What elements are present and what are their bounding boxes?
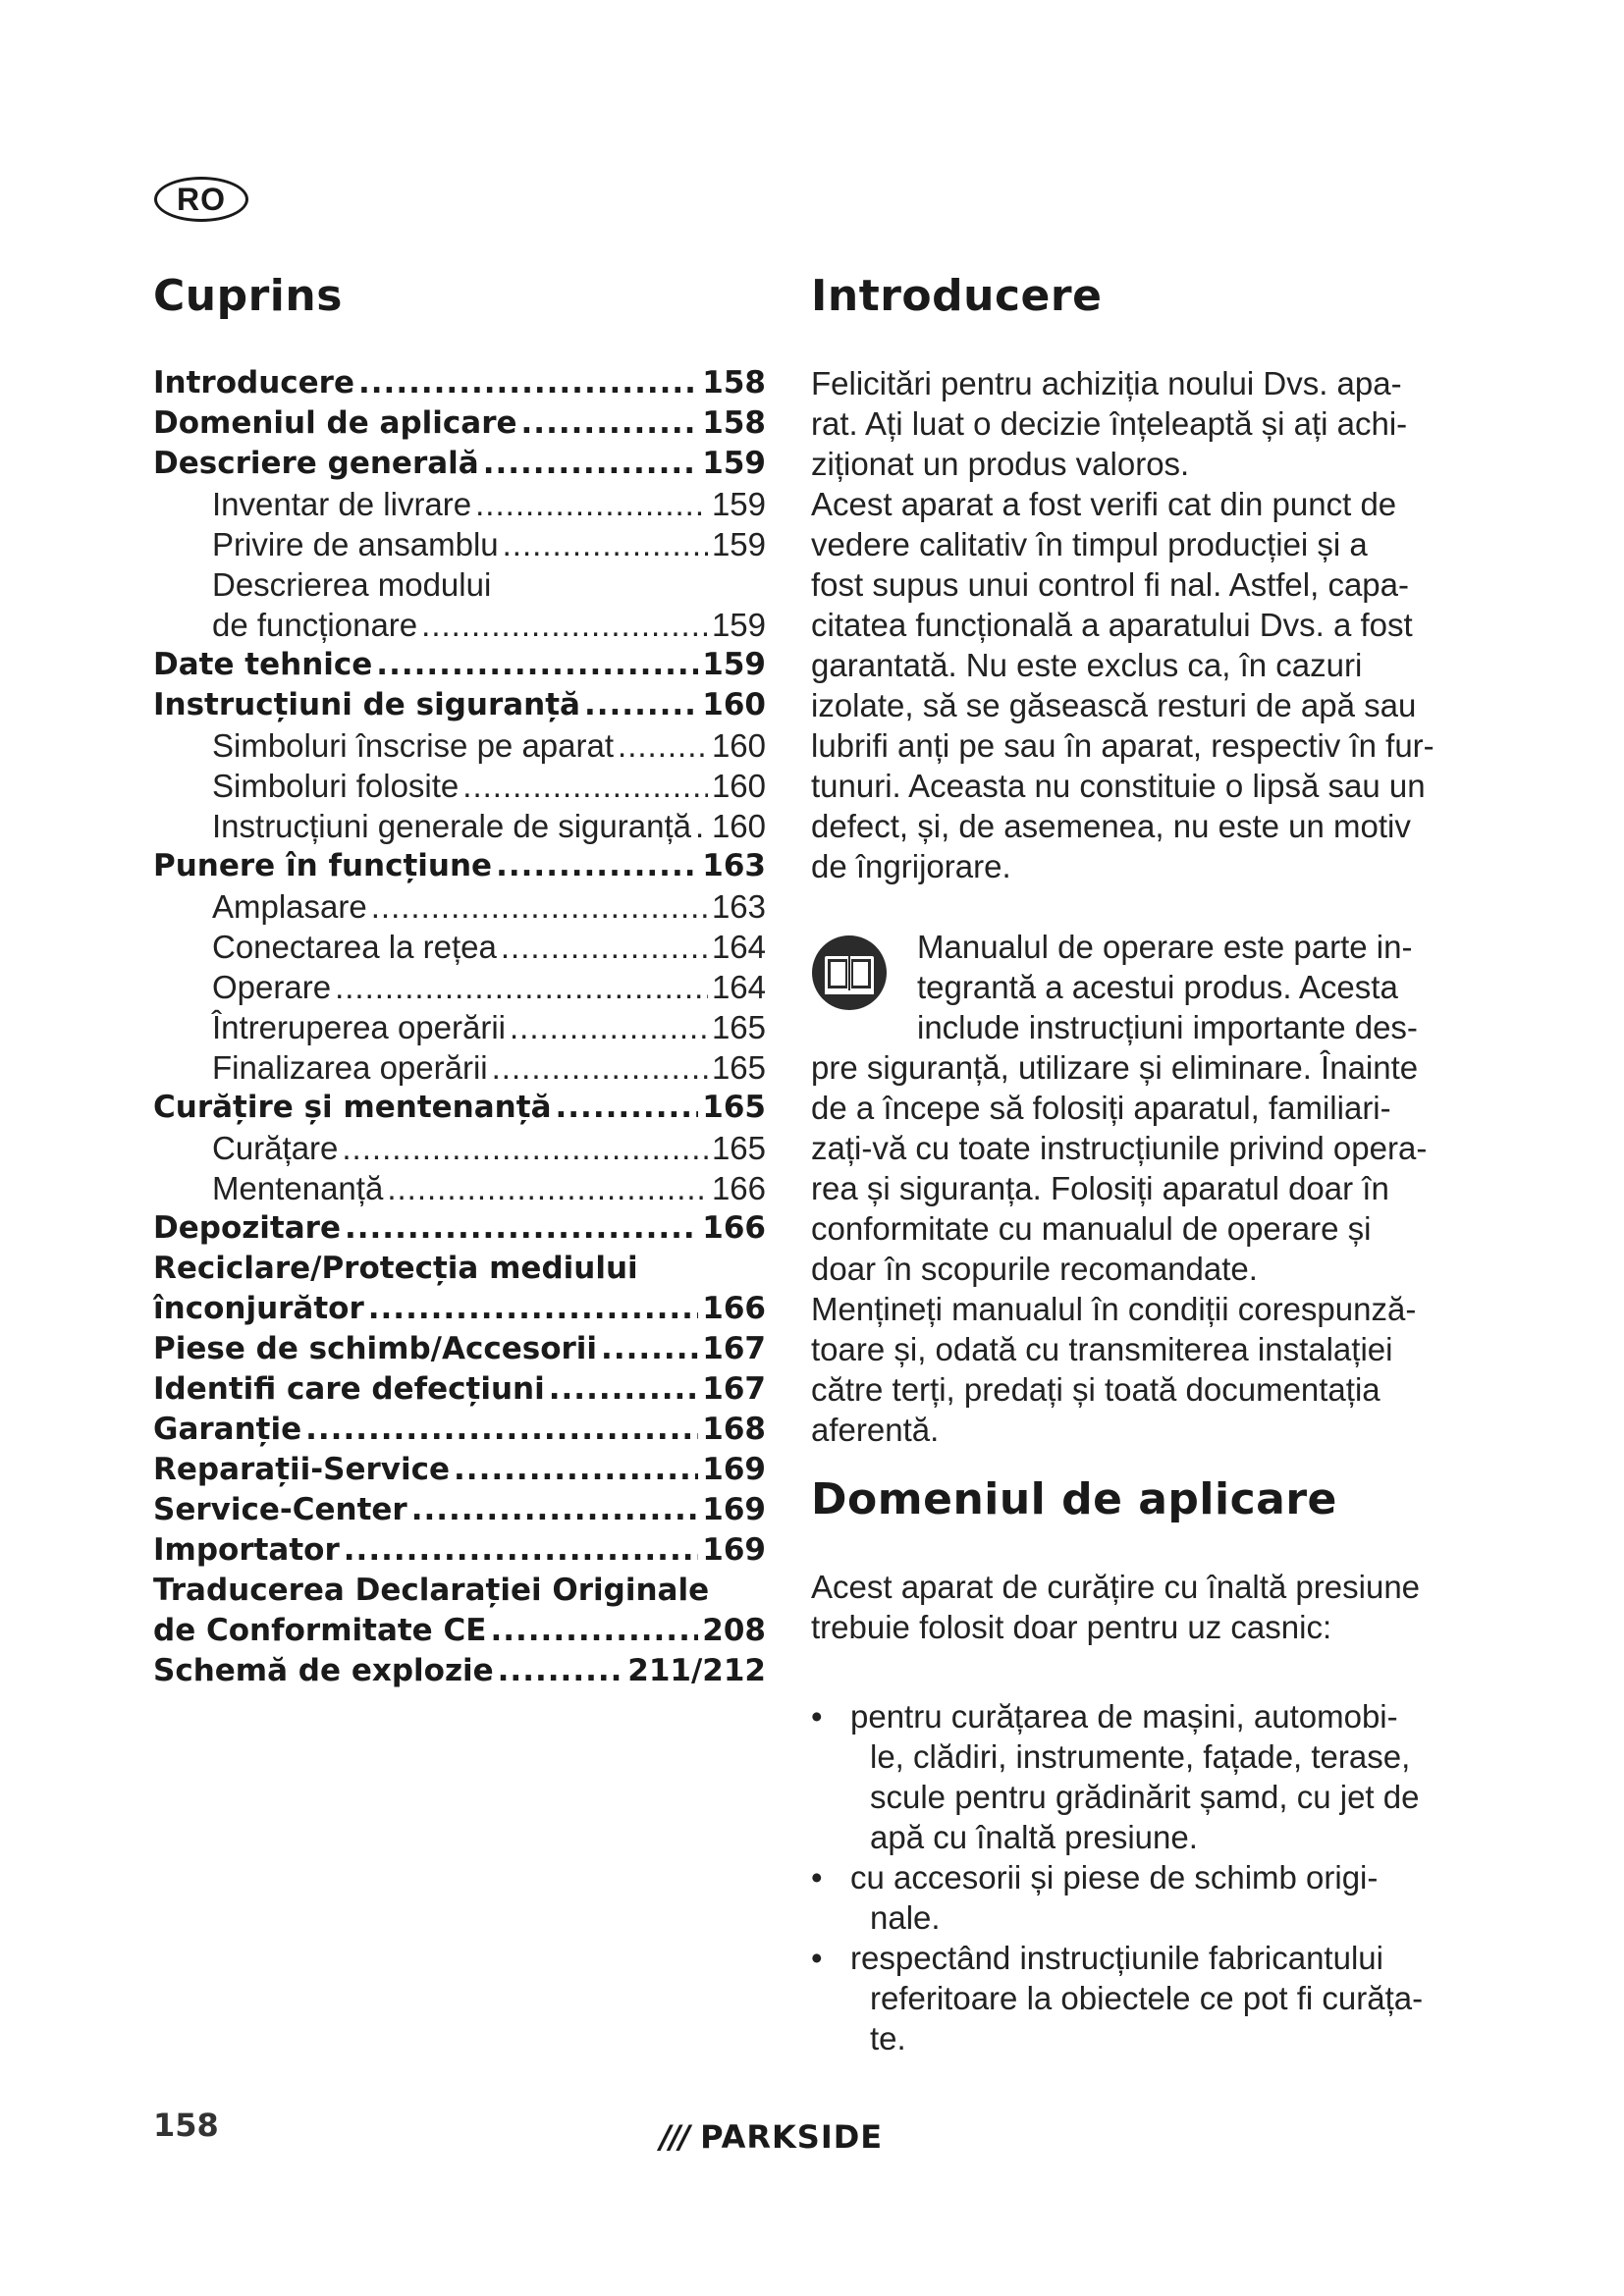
toc-entry [153, 484, 766, 524]
text-line: garantată. Nu este exclus ca, în cazuri [811, 647, 1363, 683]
toc-entry [153, 766, 766, 806]
toc-entry-page: 165 [711, 1009, 766, 1045]
bullet-item [811, 1938, 1439, 2058]
text-line: trebuie folosit doar pentru uz casnic: [811, 1609, 1332, 1645]
text-line: zați-vă cu toate instrucțiunile privind opera- [811, 1130, 1428, 1166]
toc-entry [153, 363, 766, 403]
toc-dot-leader [344, 1530, 699, 1571]
toc-entry-title: Privire de ansamblu [212, 526, 499, 562]
toc-entry [153, 403, 766, 444]
toc-dot-leader [454, 1450, 698, 1490]
toc-entry-page: 158 [702, 365, 766, 400]
toc-entry-page: 163 [711, 888, 766, 925]
toc-entry [153, 524, 766, 564]
introduction-paragraph-2-top [917, 927, 1447, 1047]
toc-entry [153, 1289, 766, 1329]
bullet-line: respectând instrucțiunile fabricantului [850, 1940, 1383, 1976]
toc-dot-leader [421, 605, 708, 645]
toc-entry-title: Reparații-Service [153, 1452, 451, 1487]
text-line: vedere calitativ în timpul producției și a [811, 526, 1368, 562]
text-line: izolate, să se găsească resturi de apă sau [811, 687, 1417, 723]
bullet-line: le, clădiri, instrumente, fațade, terase, [870, 1738, 1411, 1775]
bullet-line: apă cu înaltă presiune. [870, 1819, 1198, 1855]
toc-entry-title: Piese de schimb/Accesorii [153, 1331, 598, 1366]
language-badge: RO [154, 177, 248, 222]
toc-entry [153, 1168, 766, 1208]
introduction-paragraph-2-rest [811, 1047, 1439, 1450]
toc-entry-page: 211/212 [627, 1653, 766, 1688]
toc-entry [153, 806, 766, 846]
text-line: lubrifi anți pe sau în aparat, respectiv în fur- [811, 727, 1435, 764]
toc-entry-title: Instrucțiuni generale de siguranță [212, 808, 691, 844]
text-line: tegrantă a acestui produs. Acesta [917, 969, 1398, 1005]
introduction-heading: Introducere [811, 271, 1103, 321]
toc-entry-page: 166 [711, 1170, 766, 1206]
toc-dot-leader [498, 1651, 624, 1691]
toc-entry-title: Curățare [212, 1130, 339, 1166]
toc-entry [153, 1530, 766, 1571]
toc-dot-leader [345, 1208, 698, 1249]
toc-entry [153, 1410, 766, 1450]
toc-entry [153, 685, 766, 725]
toc-dot-leader [376, 645, 698, 685]
text-line: fost supus unui control fi nal. Astfel, capa- [811, 566, 1410, 603]
toc-dot-leader [371, 886, 708, 927]
toc-entry [153, 967, 766, 1007]
bullet-line: te. [870, 2020, 906, 2056]
toc-entry [153, 1369, 766, 1410]
toc-entry [153, 1651, 766, 1691]
toc-entry-title: Service-Center [153, 1492, 407, 1527]
toc-entry [153, 1611, 766, 1651]
text-line: de a începe să folosiți aparatul, familiari- [811, 1090, 1391, 1126]
toc-dot-leader [618, 725, 708, 766]
toc-dot-leader [335, 967, 708, 1007]
text-line: tunuri. Aceasta nu constituie o lipsă sau un [811, 768, 1426, 804]
toc-entry [153, 1047, 766, 1088]
text-line: defect, și, de asemenea, nu este un motiv [811, 808, 1411, 844]
toc-heading: Cuprins [153, 271, 343, 321]
text-line: aferentă. [811, 1412, 940, 1448]
toc-entry-page: 159 [702, 647, 766, 682]
toc-entry [153, 1007, 766, 1047]
toc-dot-leader [305, 1410, 698, 1450]
toc-entry-title: Mentenanță [212, 1170, 384, 1206]
toc-entry-title: Descrierea modului [212, 566, 492, 603]
toc-entry-title: Schemă de explozie [153, 1653, 494, 1688]
toc-dot-leader [510, 1007, 708, 1047]
text-line: rat. Ați luat o decizie înțeleaptă și ați achi- [811, 405, 1408, 442]
text-line: Mențineți manualul în condiții corespunză- [811, 1291, 1417, 1327]
toc-entry [153, 1571, 766, 1611]
toc-entry-page: 159 [711, 486, 766, 522]
bullet-item [811, 1696, 1439, 1857]
text-line: include instrucțiuni importante des- [917, 1009, 1418, 1045]
toc-entry-title: înconjurător [153, 1291, 364, 1326]
toc-entry-page: 169 [702, 1452, 766, 1487]
scope-heading: Domeniul de aplicare [811, 1474, 1337, 1524]
toc-entry-page: 166 [702, 1210, 766, 1246]
toc-entry-title: Date tehnice [153, 647, 373, 682]
toc-entry-title: Simboluri folosite [212, 768, 460, 804]
toc-entry-title: Garanție [153, 1412, 302, 1447]
toc-dot-leader [411, 1490, 699, 1530]
toc-dot-leader [368, 1289, 699, 1329]
scope-bullet-list [811, 1696, 1439, 2058]
toc-entry-title: Operare [212, 969, 332, 1005]
text-line: Acest aparat de curățire cu înaltă presiune [811, 1569, 1421, 1605]
bullet-dot-icon: • [811, 1859, 823, 1896]
toc-entry-title: Traducerea Declarației Originale [153, 1573, 710, 1608]
toc-entry-title: Domeniul de aplicare [153, 405, 517, 441]
toc-entry-page: 160 [711, 808, 766, 844]
toc-entry-title: Importator [153, 1532, 340, 1568]
bullet-line: pentru curățarea de mașini, automobi- [850, 1698, 1398, 1735]
toc-entry [153, 1490, 766, 1530]
toc-dot-leader [492, 1047, 708, 1088]
toc-entry-page: 163 [702, 848, 766, 883]
toc-entry-title: Instrucțiuni de siguranță [153, 687, 580, 722]
toc-dot-leader [475, 484, 708, 524]
toc-entry [153, 886, 766, 927]
toc-entry [153, 1249, 766, 1289]
text-line: rea și siguranța. Folosiți aparatul doar în [811, 1170, 1389, 1206]
bullet-dot-icon: • [811, 1698, 823, 1735]
toc-entry [153, 1088, 766, 1128]
toc-entry-title: Identifi care defecțiuni [153, 1371, 545, 1407]
toc-entry [153, 1450, 766, 1490]
toc-entry-title: de Conformitate CE [153, 1613, 487, 1648]
text-line: Manualul de operare este parte in- [917, 929, 1413, 965]
toc-dot-leader [584, 685, 698, 725]
toc-dot-leader [501, 927, 708, 967]
toc-entry-title: Descriere generală [153, 446, 479, 481]
toc-entry [153, 605, 766, 645]
toc-entry [153, 1208, 766, 1249]
toc-entry-page: 167 [702, 1371, 766, 1407]
text-line: conformitate cu manualul de operare și [811, 1210, 1372, 1247]
toc-entry-title: Simboluri înscrise pe aparat [212, 727, 615, 764]
text-line: citatea funcțională a aparatului Dvs. a fost [811, 607, 1413, 643]
brand-logo [660, 2118, 883, 2156]
brand-name: PARKSIDE [700, 2118, 884, 2156]
toc-dot-leader [503, 524, 708, 564]
toc-entry-page: 165 [702, 1090, 766, 1125]
text-line: Felicitări pentru achiziția noului Dvs. apa- [811, 365, 1402, 401]
bullet-dot-icon: • [811, 1940, 823, 1976]
toc-dot-leader [358, 363, 698, 403]
toc-dot-leader [521, 403, 699, 444]
toc-entry-page: 165 [711, 1130, 766, 1166]
toc-entry-page: 166 [702, 1291, 766, 1326]
text-line: ziționat un produs valoros. [811, 446, 1190, 482]
toc-entry-page: 169 [702, 1492, 766, 1527]
toc-entry [153, 725, 766, 766]
toc-dot-leader [483, 444, 699, 484]
bullet-line: scule pentru grădinărit șamd, cu jet de [870, 1779, 1420, 1815]
brand-slashes: /// [660, 2118, 689, 2156]
toc-entry [153, 645, 766, 685]
toc-entry-page: 159 [711, 607, 766, 643]
toc-dot-leader [496, 846, 698, 886]
toc-entry-title: Inventar de livrare [212, 486, 472, 522]
toc-entry-page: 208 [702, 1613, 766, 1648]
toc-entry-title: Depozitare [153, 1210, 341, 1246]
toc-dot-leader [342, 1128, 708, 1168]
toc-dot-leader [601, 1329, 698, 1369]
toc-entry-page: 165 [711, 1049, 766, 1086]
toc-entry-page: 167 [702, 1331, 766, 1366]
toc-entry-title: Finalizarea operării [212, 1049, 488, 1086]
toc-entry-title: Punere în funcțiune [153, 848, 493, 883]
text-line: pre siguranță, utilizare și eliminare. Înainte [811, 1049, 1419, 1086]
toc-entry-page: 160 [711, 768, 766, 804]
toc-entry [153, 1329, 766, 1369]
toc-dot-leader [695, 806, 708, 846]
toc-dot-leader [490, 1611, 698, 1651]
toc-entry-page: 169 [702, 1532, 766, 1568]
toc-entry-title: Conectarea la rețea [212, 929, 497, 965]
toc-entry [153, 927, 766, 967]
bullet-line: referitoare la obiectele ce pot fi curăța- [870, 1980, 1424, 2016]
text-line: toare și, odată cu transmiterea instalației [811, 1331, 1393, 1367]
toc-entry-page: 160 [702, 687, 766, 722]
text-line: către terți, predați și toată documentația [811, 1371, 1380, 1408]
toc-dot-leader [555, 1088, 698, 1128]
bullet-line: nale. [870, 1899, 941, 1936]
toc-dot-leader [549, 1369, 699, 1410]
toc-entry-page: 159 [711, 526, 766, 562]
toc-entry [153, 564, 766, 605]
toc-entry-page: 160 [711, 727, 766, 764]
toc-dot-leader [462, 766, 708, 806]
text-line: Acest aparat a fost verifi cat din punct de [811, 486, 1397, 522]
toc-entry-page: 168 [702, 1412, 766, 1447]
toc-entry [153, 444, 766, 484]
toc-entry-title: Amplasare [212, 888, 367, 925]
toc-entry-page: 158 [702, 405, 766, 441]
introduction-paragraph-1 [811, 363, 1439, 886]
toc-entry [153, 1128, 766, 1168]
toc-entry-title: Reciclare/Protecția mediului [153, 1251, 638, 1286]
toc-entry-title: Curățire și mentenanță [153, 1090, 552, 1125]
page-number: 158 [153, 2107, 219, 2144]
table-of-contents [153, 363, 766, 1691]
toc-entry-page: 159 [702, 446, 766, 481]
scope-intro [811, 1567, 1439, 1647]
toc-dot-leader [387, 1168, 708, 1208]
bullet-item [811, 1857, 1439, 1938]
toc-entry-title: Introducere [153, 365, 354, 400]
toc-entry [153, 846, 766, 886]
toc-entry-page: 164 [711, 969, 766, 1005]
toc-entry-title: de funcționare [212, 607, 418, 643]
bullet-line: cu accesorii și piese de schimb origi- [850, 1859, 1379, 1896]
text-line: doar în scopurile recomandate. [811, 1251, 1258, 1287]
book-icon [811, 934, 888, 1011]
toc-entry-title: Întreruperea operării [212, 1009, 506, 1045]
text-line: de îngrijorare. [811, 848, 1011, 884]
toc-entry-page: 164 [711, 929, 766, 965]
